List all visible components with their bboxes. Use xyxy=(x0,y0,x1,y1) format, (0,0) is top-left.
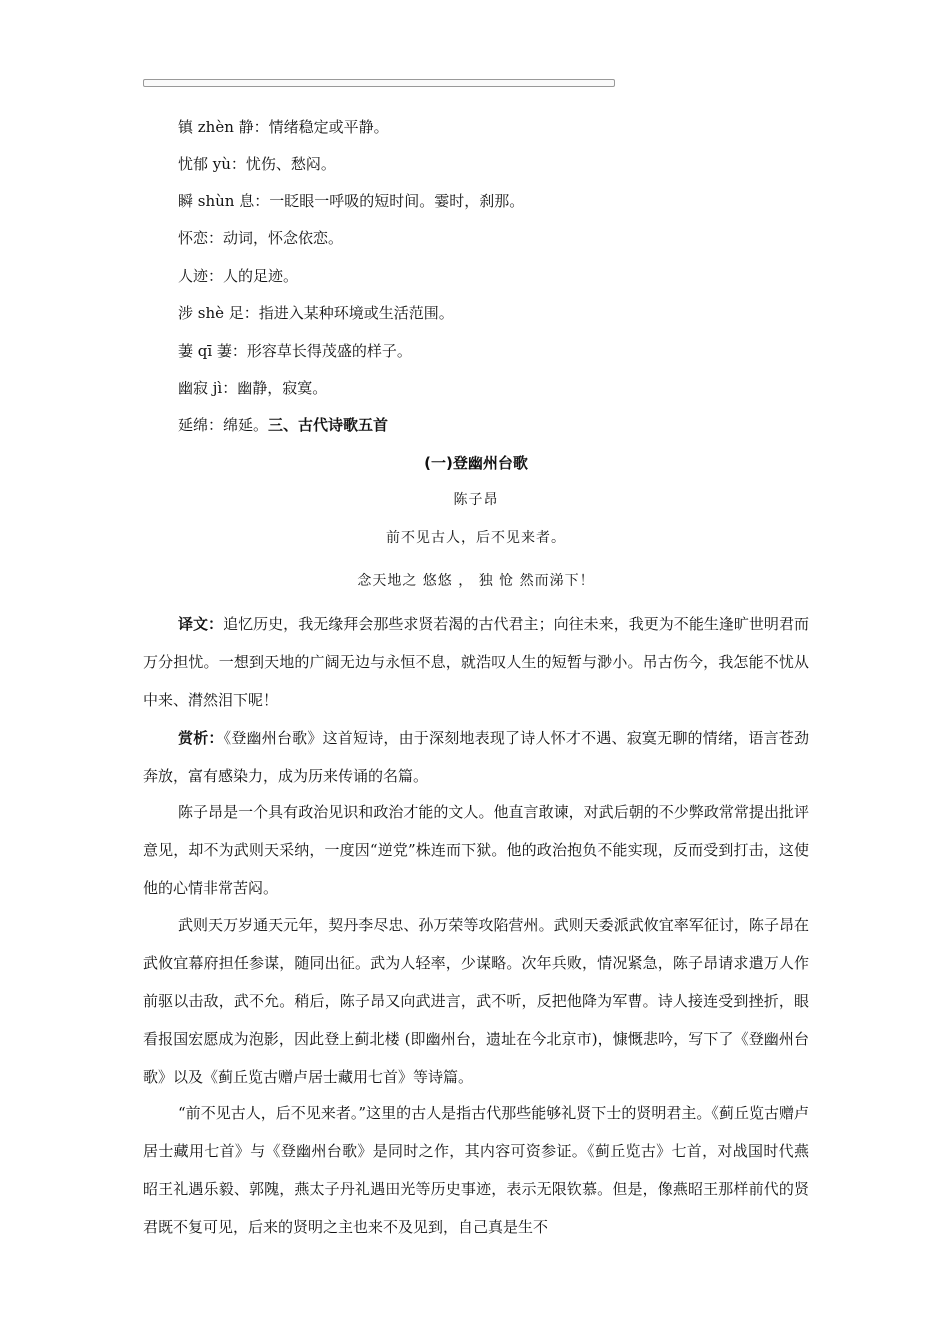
poem-title: (一)登幽州台歌 xyxy=(424,454,528,472)
vocab-item: 瞬 shùn 息：一眨眼一呼吸的短时间。霎时，刹那。 xyxy=(178,192,525,210)
body-paragraph: 陈子昂是一个具有政治见识和政治才能的文人。他直言敢谏，对武后朝的不少弊政常常提出批评意见，却不为武则天采纳，一度因“逆党”株连而下狱。他的政治抱负不能实现，反而受到打击，这使他的心情非常苦闷。 xyxy=(143,803,809,897)
body-paragraph: 武则天万岁通天元年，契丹李尽忠、孙万荣等攻陷营州。武则天委派武攸宜率军征讨，陈子昂在武攸宜幕府担任参谋，随同出征。武为人轻率，少谋略。次年兵败，情况紧急，陈子昂请求遣万人作前驱以击敌，武不允。稍后，陈子昂又向武进言，武不听，反把他降为军曹。诗人接连受到挫折，眼看报国宏愿成为泡影，因此登上蓟北楼 (即幽州台，遗址在今北京市)，慷慨悲吟，写下了《登幽州台歌》以及《蓟丘览古赠卢居士藏用七首》等诗篇。 xyxy=(143,916,809,1086)
vocab-item-last xyxy=(178,415,388,435)
section-heading: 三、古代诗歌五首 xyxy=(268,416,389,434)
vocab-item: 人迹：人的足迹。 xyxy=(178,267,299,285)
body-paragraph: “前不见古人，后不见来者。”这里的古人是指古代那些能够礼贤下士的贤明君主。《蓟丘览古赠卢居士藏用七首》与《登幽州台歌》是同时之作，其内容可资参证。《蓟丘览古》七首，对战国时代燕昭王礼遇乐毅、郭隗，燕太子丹礼遇田光等历史事迹，表示无限钦慕。但是，像燕昭王那样前代的贤君既不复可见，后来的贤明之主也来不及见到，自己真是生不 xyxy=(143,1104,809,1236)
vocab-item: 怀恋：动词，怀念依恋。 xyxy=(178,229,344,247)
top-bar xyxy=(143,79,615,87)
appreciation-text: 《登幽州台歌》这首短诗，由于深刻地表现了诗人怀才不遇、寂寞无聊的情绪，语言苍劲奔放，富有感染力，成为历来传诵的名篇。 xyxy=(143,729,809,785)
translation-paragraph xyxy=(143,605,809,719)
appreciation-label: 赏析： xyxy=(178,729,224,747)
translation-text: 追忆历史，我无缘拜会那些求贤若渴的古代君主；向往未来，我更为不能生逢旷世明君而万分担忧。一想到天地的广阔无边与永恒不息，就浩叹人生的短暂与渺小。吊古伤今，我怎能不忧从中来、潸然泪下呢！ xyxy=(143,615,809,709)
vocab-item: 镇 zhèn 静：情绪稳定或平静。 xyxy=(178,118,389,136)
poem-line-1: 前不见古人，后不见来者。 xyxy=(386,530,566,546)
vocab-item: 涉 shè 足：指进入某种环境或生活范围。 xyxy=(178,304,454,322)
appreciation-paragraph xyxy=(143,719,809,795)
poem-line-2: 念天地之 悠悠 ， 独 怆 然而涕下！ xyxy=(357,573,595,589)
poem-author: 陈子昂 xyxy=(453,492,499,508)
vocab-text: 延绵：绵延。 xyxy=(178,416,269,434)
vocab-item: 萋 qī 萋：形容草长得茂盛的样子。 xyxy=(178,342,412,360)
translation-label: 译文： xyxy=(178,615,224,633)
vocab-item: 幽寂 jì：幽静，寂寞。 xyxy=(178,379,328,397)
vocab-item: 忧郁 yù：忧伤、愁闷。 xyxy=(178,155,336,173)
